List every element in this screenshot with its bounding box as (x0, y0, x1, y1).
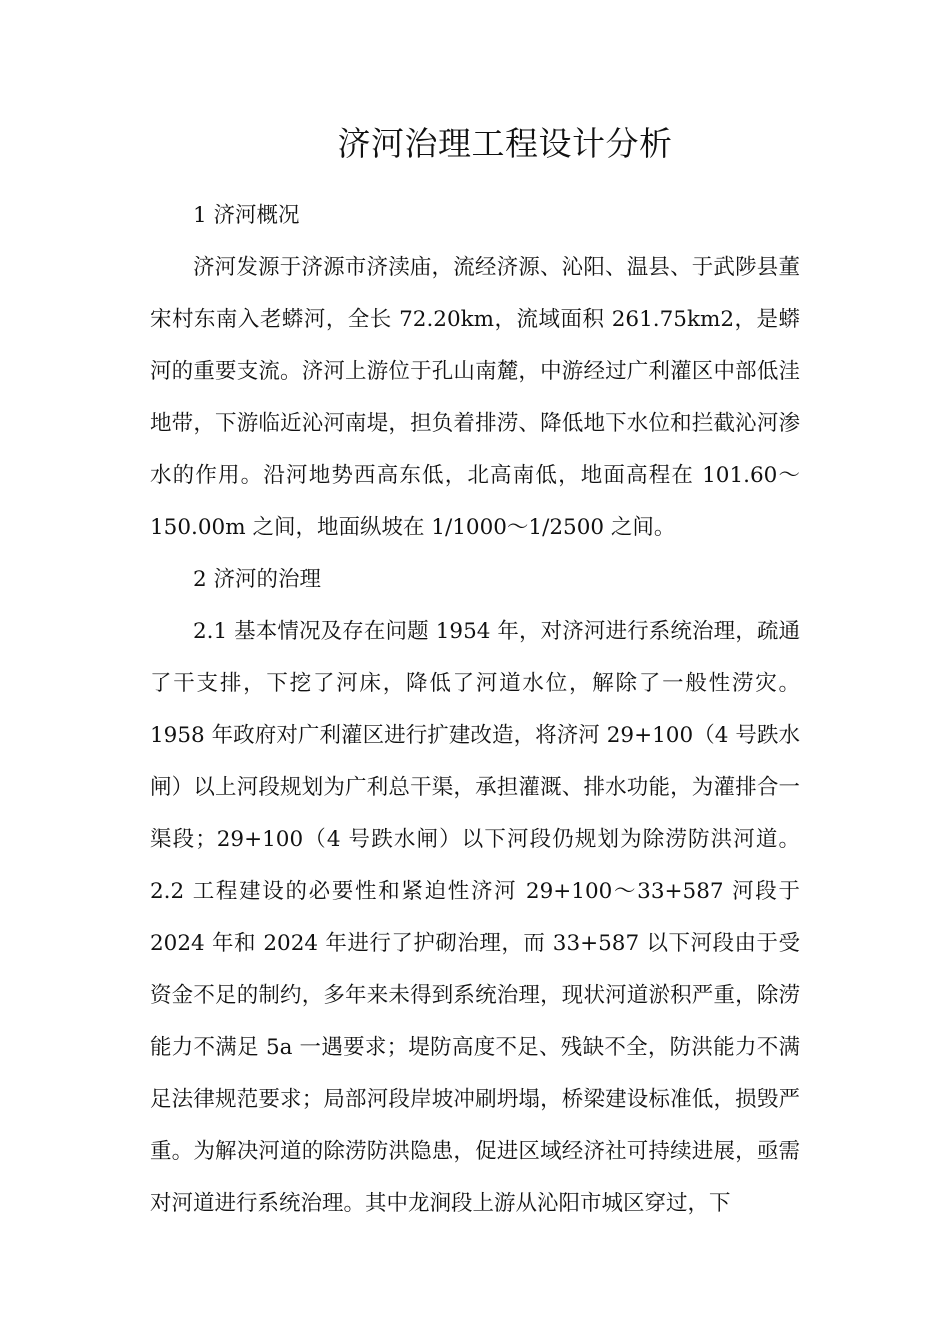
document-body (150, 190, 800, 1230)
section-heading-1: 1 济河概况 (193, 203, 300, 228)
paragraph-overview: 济河发源于济源市济渎庙，流经济源、沁阳、温县、于武陟县董宋村东南入老蟒河，全长 72.20km，流域面积 261.75km2，是蟒河的重要支流。济河上游位于孔山南麓，中游经过广利灌区中部低洼地带，下游临近沁河南堤，担负着排涝、降低地下水位和拦截沁河渗水的作用。沿河地势西高东低，北高南低，地面高程在 101.60～150.00m 之间，地面纵坡在 1/1000～1/2500 之间。 (150, 255, 800, 540)
document-title: 济河治理工程设计分析 (337, 124, 673, 163)
section-heading-2: 2 济河的治理 (193, 567, 322, 592)
paragraph-governance: 2.1 基本情况及存在问题 1954 年，对济河进行系统治理，疏通了干支排，下挖了河床，降低了河道水位，解除了一般性涝灾。1958 年政府对广利灌区进行扩建改造，将济河 29+100（4 号跌水闸）以上河段规划为广利总干渠，承担灌溉、排水功能，为灌排合一渠段；29+100（4 号跌水闸）以下河段仍规划为除涝防洪河道。2.2 工程建设的必要性和紧迫性济河 29+100～33+587 河段于 2024 年和 2024 年进行了护砌治理，而 33+587 以下河段由于受资金不足的制约，多年来未得到系统治理，现状河道淤积严重，除涝能力不满足 5a 一遇要求；堤防高度不足、残缺不全，防洪能力不满足法律规范要求；局部河段岸坡冲刷坍塌，桥梁建设标准低，损毁严重。为解决河道的除涝防洪隐患，促进区域经济社可持续进展，亟需对河道进行系统治理。其中龙涧段上游从沁阳市城区穿过，下 (150, 619, 800, 1216)
